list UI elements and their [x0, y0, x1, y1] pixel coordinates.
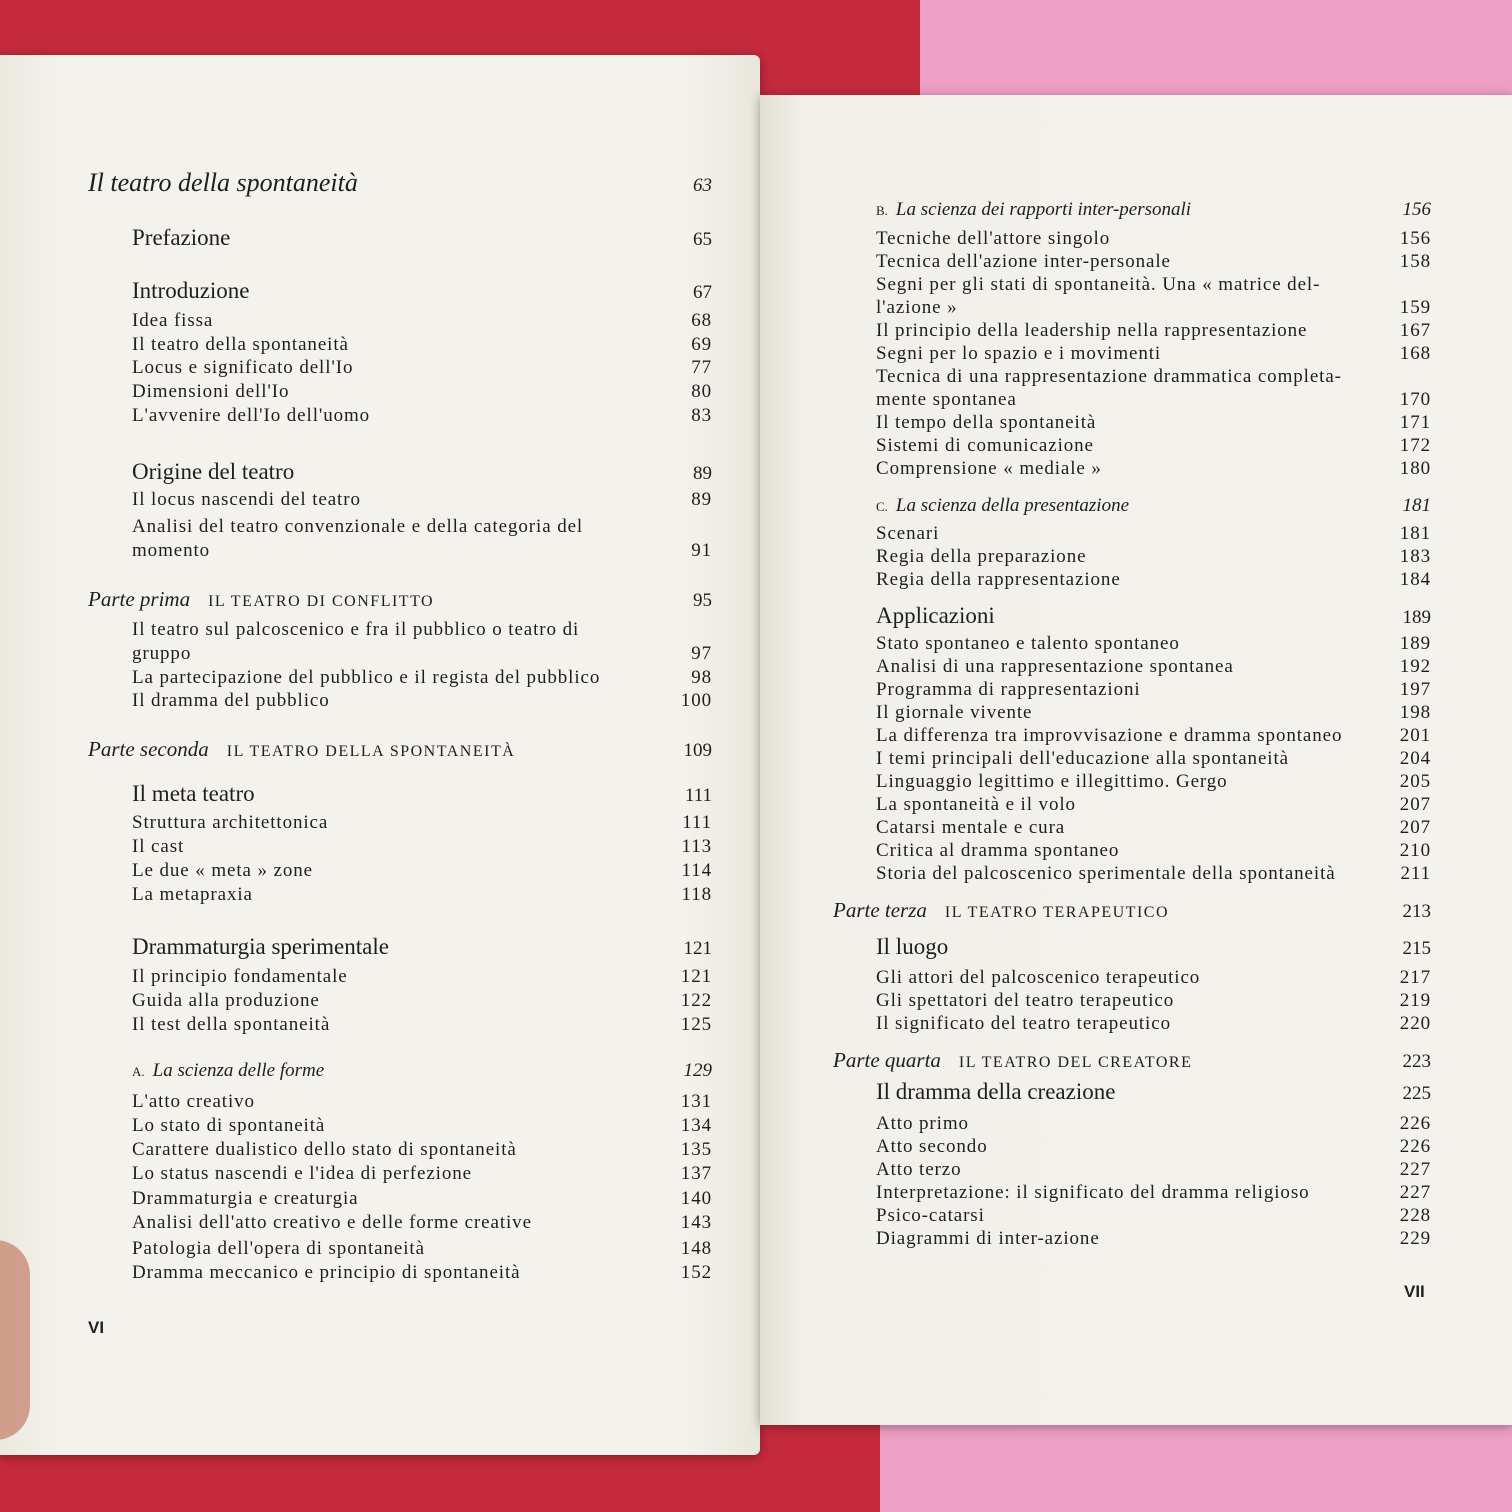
- toc-page-number: 204: [1399, 748, 1431, 769]
- toc-entry-title: Prefazione: [132, 225, 231, 250]
- toc-entry: [876, 794, 1431, 816]
- toc-entry-title: Psico-catarsi: [876, 1205, 985, 1226]
- toc-entry-title: l'azione »: [876, 297, 958, 318]
- toc-entry-title: gruppo: [132, 643, 192, 664]
- toc-entry-title: Tecnica dell'azione inter-personale: [876, 251, 1171, 272]
- toc-entry-title: Il giornale vivente: [876, 702, 1033, 723]
- toc-entry: [876, 343, 1431, 365]
- toc-entry-title: Il principio della leadership nella rappresentazione: [876, 320, 1308, 341]
- toc-page-number: 227: [1399, 1159, 1431, 1180]
- toc-entry-title: Atto primo: [876, 1113, 969, 1134]
- toc-page-number: 129: [683, 1060, 712, 1081]
- toc-page-number: 226: [1399, 1136, 1431, 1157]
- toc-page-number: 121: [680, 966, 712, 987]
- toc-entry: [876, 274, 1431, 296]
- toc-entry: [132, 781, 712, 807]
- part-title: IL TEATRO DELLA SPONTANEITÀ: [226, 743, 516, 760]
- toc-page-number: 158: [1399, 251, 1431, 272]
- toc-entry: [132, 884, 712, 906]
- toc-entry: [132, 836, 712, 858]
- toc-entry: [876, 934, 1431, 960]
- toc-entry-title: [88, 737, 515, 762]
- toc-entry-title: Il tempo della spontaneità: [876, 412, 1097, 433]
- toc-page-number: 67: [693, 282, 712, 303]
- toc-page-number: 183: [1399, 546, 1431, 567]
- toc-page-number: 109: [683, 740, 712, 761]
- toc-entry: [132, 860, 712, 882]
- toc-page-number: 131: [680, 1091, 712, 1112]
- toc-entry: [876, 389, 1431, 411]
- toc-entry-title: [88, 587, 434, 612]
- toc-entry: [876, 679, 1431, 701]
- toc-entry-title: [876, 495, 1129, 517]
- toc-page-number: 125: [680, 1014, 712, 1035]
- part-title: IL TEATRO TERAPEUTICO: [944, 904, 1169, 921]
- toc-entry-title: Dimensioni dell'Io: [132, 381, 290, 402]
- toc-page-number: 201: [1399, 725, 1431, 746]
- toc-entry: [876, 1013, 1431, 1035]
- toc-page-number: 68: [691, 310, 712, 331]
- toc-page-number: 189: [1399, 633, 1431, 654]
- toc-page-number: 170: [1399, 389, 1431, 410]
- toc-entry: [876, 435, 1431, 457]
- toc-entry-title: Comprensione « mediale »: [876, 458, 1102, 479]
- toc-entry: [876, 523, 1431, 545]
- toc-page-number: 197: [1399, 679, 1431, 700]
- toc-entry-title: La spontaneità e il volo: [876, 794, 1076, 815]
- toc-entry-title: Il teatro della spontaneità: [88, 168, 358, 197]
- toc-entry-title: Il dramma del pubblico: [132, 690, 330, 711]
- toc-entry-title: Sistemi di comunicazione: [876, 435, 1094, 456]
- toc-entry-title: Patologia dell'opera di spontaneità: [132, 1238, 425, 1259]
- toc-entry: [876, 1159, 1431, 1181]
- toc-entry-title: Locus e significato dell'Io: [132, 357, 354, 378]
- toc-page-number: 172: [1399, 435, 1431, 456]
- toc-entry: [132, 934, 712, 960]
- toc-entry-title: Il teatro della spontaneità: [132, 334, 349, 355]
- toc-entry: [132, 334, 712, 356]
- toc-entry-title: Idea fissa: [132, 310, 214, 331]
- subsection-title: La scienza dei rapporti inter-personali: [895, 199, 1192, 220]
- toc-entry-title: Tecnica di una rappresentazione drammatica completa-: [876, 366, 1342, 387]
- toc-entry: [876, 1205, 1431, 1227]
- subsection-title: La scienza delle forme: [152, 1060, 325, 1081]
- part-label: Parte quarta: [833, 1048, 941, 1072]
- toc-page-number: 171: [1399, 412, 1431, 433]
- toc-entry-title: Tecniche dell'attore singolo: [876, 228, 1111, 249]
- toc-page-number: 227: [1399, 1182, 1431, 1203]
- pink-background-bottom: [880, 1420, 1512, 1512]
- toc-entry-title: Il teatro sul palcoscenico e fra il pubblico o teatro di: [132, 619, 580, 640]
- toc-entry: [132, 516, 712, 538]
- toc-page-number: 198: [1399, 702, 1431, 723]
- toc-entry: [132, 619, 712, 641]
- toc-entry: [876, 702, 1431, 724]
- toc-entry-title: Critica al dramma spontaneo: [876, 840, 1120, 861]
- toc-entry-title: Interpretazione: il significato del dramma religioso: [876, 1182, 1310, 1203]
- toc-page-number: 63: [693, 175, 712, 196]
- toc-page-number: 207: [1399, 817, 1431, 838]
- toc-entry: [833, 898, 1431, 923]
- toc-entry: [132, 1212, 712, 1234]
- toc-page-number: 118: [681, 884, 712, 905]
- toc-entry: [132, 643, 712, 665]
- toc-entry-title: Drammaturgia sperimentale: [132, 934, 389, 959]
- toc-entry-title: Diagrammi di inter-azione: [876, 1228, 1100, 1249]
- part-label: Parte seconda: [88, 737, 209, 761]
- toc-entry-title: Linguaggio legittimo e illegittimo. Gergo: [876, 771, 1228, 792]
- toc-entry-title: momento: [132, 540, 211, 561]
- toc-page-number: 181: [1402, 495, 1431, 516]
- toc-entry-title: Il significato del teatro terapeutico: [876, 1013, 1171, 1034]
- toc-entry-title: Origine del teatro: [132, 459, 295, 484]
- toc-entry: [132, 1163, 712, 1185]
- toc-page-number: 159: [1399, 297, 1431, 318]
- toc-entry-title: Atto secondo: [876, 1136, 988, 1157]
- toc-entry-title: Regia della preparazione: [876, 546, 1087, 567]
- toc-page-number: 225: [1402, 1083, 1431, 1104]
- toc-page-number: 219: [1399, 990, 1431, 1011]
- toc-entry: [876, 990, 1431, 1012]
- toc-entry: [132, 357, 712, 379]
- toc-entry: [876, 228, 1431, 250]
- toc-entry-title: Guida alla produzione: [132, 990, 320, 1011]
- toc-page-number: 89: [691, 489, 712, 510]
- toc-entry-title: Scenari: [876, 523, 940, 544]
- toc-entry-title: Storia del palcoscenico sperimentale della spontaneità: [876, 863, 1336, 884]
- toc-entry-title: Le due « meta » zone: [132, 860, 314, 881]
- toc-page-number: 210: [1399, 840, 1431, 861]
- part-title: IL TEATRO DI CONFLITTO: [208, 593, 435, 610]
- toc-entry-title: [876, 199, 1191, 221]
- toc-entry: [876, 199, 1431, 221]
- part-title: IL TEATRO DEL CREATORE: [958, 1054, 1193, 1071]
- toc-page-number: 156: [1399, 228, 1431, 249]
- toc-page-number: 135: [680, 1139, 712, 1160]
- toc-entry: [132, 310, 712, 332]
- toc-entry: [132, 1115, 712, 1137]
- toc-page-number: 229: [1399, 1228, 1431, 1249]
- toc-page-number: 213: [1402, 901, 1431, 922]
- toc-page-number: 97: [691, 643, 712, 664]
- toc-page-number: 89: [693, 463, 712, 484]
- toc-entry: [876, 458, 1431, 480]
- toc-entry: [132, 1060, 712, 1082]
- toc-entry: [132, 812, 712, 834]
- toc-entry: [876, 412, 1431, 434]
- toc-entry-title: Gli spettatori del teatro terapeutico: [876, 990, 1175, 1011]
- toc-page-number: 207: [1399, 794, 1431, 815]
- toc-entry: [132, 1262, 712, 1284]
- toc-page-number: 143: [680, 1212, 712, 1233]
- toc-entry-title: [833, 1048, 1192, 1073]
- toc-page-number: 152: [680, 1262, 712, 1283]
- toc-entry-title: Applicazioni: [876, 603, 995, 628]
- toc-entry: [876, 366, 1431, 388]
- toc-page-number: 217: [1399, 967, 1431, 988]
- toc-entry-title: Lo stato di spontaneità: [132, 1115, 326, 1136]
- toc-entry: [876, 603, 1431, 629]
- toc-entry: [132, 381, 712, 403]
- toc-entry: [132, 459, 712, 485]
- toc-entry: [132, 690, 712, 712]
- toc-page-number: 181: [1399, 523, 1431, 544]
- toc-entry: [876, 656, 1431, 678]
- toc-entry-title: Segni per gli stati di spontaneità. Una « matrice del-: [876, 274, 1321, 295]
- toc-entry-title: La differenza tra improvvisazione e dramma spontaneo: [876, 725, 1343, 746]
- toc-page-number: 114: [681, 860, 712, 881]
- toc-entry: [876, 1136, 1431, 1158]
- toc-entry: [132, 1014, 712, 1036]
- toc-entry: [88, 168, 712, 198]
- toc-entry-title: Stato spontaneo e talento spontaneo: [876, 633, 1180, 654]
- subsection-title: La scienza della presentazione: [895, 495, 1129, 516]
- toc-entry-title: I temi principali dell'educazione alla spontaneità: [876, 748, 1289, 769]
- toc-page-number: 148: [680, 1238, 712, 1259]
- toc-entry: [132, 966, 712, 988]
- toc-page-number: 228: [1399, 1205, 1431, 1226]
- toc-entry-title: Analisi dell'atto creativo e delle forme creative: [132, 1212, 532, 1233]
- toc-page-number: 91: [691, 540, 712, 561]
- toc-entry: [132, 1139, 712, 1161]
- section-letter: C.: [876, 499, 888, 514]
- toc-page-number: 215: [1402, 938, 1431, 959]
- toc-entry-title: Introduzione: [132, 278, 250, 303]
- toc-page-number: 226: [1399, 1113, 1431, 1134]
- toc-page-number: 83: [691, 405, 712, 426]
- right-page-folio: VII: [1404, 1282, 1425, 1301]
- toc-entry-title: L'atto creativo: [132, 1091, 255, 1112]
- toc-entry: [876, 297, 1431, 319]
- toc-entry: [876, 1228, 1431, 1250]
- toc-page-number: 167: [1399, 320, 1431, 341]
- toc-entry-title: Il meta teatro: [132, 781, 255, 806]
- thumb: [0, 1240, 30, 1440]
- toc-entry-title: Struttura architettonica: [132, 812, 329, 833]
- toc-entry-title: Carattere dualistico dello stato di spontaneità: [132, 1139, 517, 1160]
- part-label: Parte prima: [88, 587, 191, 611]
- toc-entry: [876, 748, 1431, 770]
- toc-entry-title: Il locus nascendi del teatro: [132, 489, 361, 510]
- toc-page-number: 122: [680, 990, 712, 1011]
- toc-entry: [132, 990, 712, 1012]
- toc-entry-title: Gli attori del palcoscenico terapeutico: [876, 967, 1201, 988]
- toc-page-number: 140: [680, 1188, 712, 1209]
- toc-entry: [132, 1091, 712, 1113]
- toc-entry-title: Drammaturgia e creaturgia: [132, 1188, 359, 1209]
- toc-entry: [876, 251, 1431, 273]
- toc-page-number: 137: [680, 1163, 712, 1184]
- toc-page-number: 111: [682, 812, 712, 833]
- toc-page-number: 220: [1399, 1013, 1431, 1034]
- toc-entry-title: La metapraxia: [132, 884, 253, 905]
- toc-entry-title: Catarsi mentale e cura: [876, 817, 1066, 838]
- toc-entry-title: Regia della rappresentazione: [876, 569, 1121, 590]
- toc-entry-title: Il test della spontaneità: [132, 1014, 331, 1035]
- toc-entry-title: Analisi del teatro convenzionale e della categoria del: [132, 516, 584, 537]
- toc-page-number: 180: [1399, 458, 1431, 479]
- toc-page-number: 211: [1400, 863, 1431, 884]
- toc-entry: [132, 1188, 712, 1210]
- toc-entry: [876, 320, 1431, 342]
- toc-page-number: 113: [681, 836, 712, 857]
- part-label: Parte terza: [833, 898, 927, 922]
- toc-page-number: 65: [693, 229, 712, 250]
- toc-entry: [132, 405, 712, 427]
- toc-page-number: 100: [680, 690, 712, 711]
- toc-entry-title: Il cast: [132, 836, 185, 857]
- toc-entry: [876, 817, 1431, 839]
- toc-page-number: 223: [1402, 1051, 1431, 1072]
- toc-entry: [876, 569, 1431, 591]
- toc-entry: [833, 1048, 1431, 1073]
- section-letter: B.: [876, 203, 888, 218]
- toc-entry: [88, 587, 712, 612]
- toc-page-number: 184: [1399, 569, 1431, 590]
- toc-entry: [88, 737, 712, 762]
- toc-page-number: 77: [691, 357, 712, 378]
- toc-entry: [132, 540, 712, 562]
- toc-entry-title: Lo status nascendi e l'idea di perfezione: [132, 1163, 472, 1184]
- toc-page-number: 69: [691, 334, 712, 355]
- toc-entry: [876, 546, 1431, 568]
- toc-entry-title: Atto terzo: [876, 1159, 962, 1180]
- toc-entry: [876, 1079, 1431, 1105]
- toc-entry: [132, 667, 712, 689]
- toc-page-number: 111: [684, 785, 712, 806]
- toc-entry: [876, 495, 1431, 517]
- toc-entry-title: [833, 898, 1169, 923]
- toc-entry: [132, 489, 712, 511]
- toc-page-number: 121: [683, 938, 712, 959]
- toc-entry-title: Il dramma della creazione: [876, 1079, 1116, 1104]
- toc-page-number: 189: [1402, 607, 1431, 628]
- toc-entry-title: Segni per lo spazio e i movimenti: [876, 343, 1162, 364]
- section-letter: A.: [132, 1064, 145, 1079]
- toc-entry-title: Il luogo: [876, 934, 949, 959]
- toc-entry: [876, 1113, 1431, 1135]
- toc-entry-title: Analisi di una rappresentazione spontanea: [876, 656, 1234, 677]
- toc-page-number: 205: [1399, 771, 1431, 792]
- toc-entry-title: L'avvenire dell'Io dell'uomo: [132, 405, 371, 426]
- toc-page-number: 98: [691, 667, 712, 688]
- toc-page-number: 95: [693, 590, 712, 611]
- toc-page-number: 134: [680, 1115, 712, 1136]
- toc-page-number: 156: [1402, 199, 1431, 220]
- toc-entry: [876, 1182, 1431, 1204]
- toc-page-number: 80: [691, 381, 712, 402]
- toc-entry: [876, 633, 1431, 655]
- left-page-folio: VI: [88, 1318, 105, 1337]
- toc-page-number: 192: [1399, 656, 1431, 677]
- toc-entry: [132, 278, 712, 304]
- toc-entry-title: La partecipazione del pubblico e il regista del pubblico: [132, 667, 601, 688]
- toc-entry-title: [132, 1060, 324, 1082]
- toc-entry-title: mente spontanea: [876, 389, 1017, 410]
- toc-entry-title: Il principio fondamentale: [132, 966, 348, 987]
- toc-entry: [876, 863, 1431, 885]
- toc-entry: [876, 967, 1431, 989]
- toc-entry: [132, 1238, 712, 1260]
- toc-page-number: 168: [1399, 343, 1431, 364]
- toc-entry-title: Dramma meccanico e principio di spontaneità: [132, 1262, 521, 1283]
- toc-entry: [876, 771, 1431, 793]
- toc-entry-title: Programma di rappresentazioni: [876, 679, 1141, 700]
- toc-entry: [132, 225, 712, 251]
- toc-entry: [876, 840, 1431, 862]
- toc-entry: [876, 725, 1431, 747]
